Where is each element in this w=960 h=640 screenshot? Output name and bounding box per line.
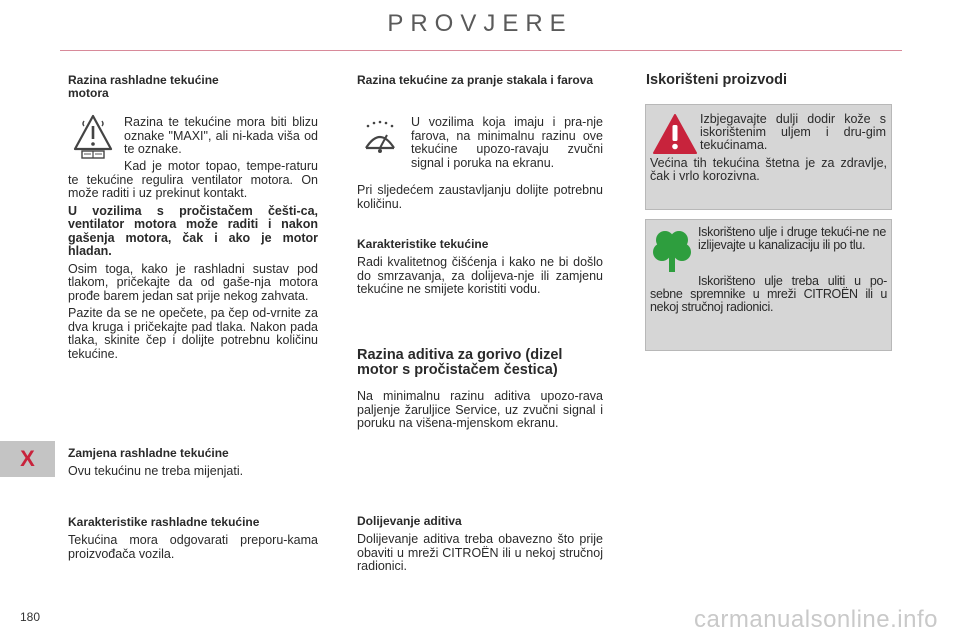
coolant-heading-block	[68, 74, 252, 100]
coolant-paragraph-1: Razina te tekućine mora biti blizu oznake "MAXI", ali ni-kada viša od te oznake.	[124, 115, 318, 156]
watermark: carmanualsonline.info	[694, 606, 938, 633]
eco-paragraph-1: Iskorišteno ulje i druge tekući-ne ne izlijevajte u kanalizaciju ili po tlu.	[698, 225, 886, 252]
coolant-paragraph-2: Kad je motor topao, tempe-raturu te tekućine regulira ventilator motora. On može raditi i uz prekinut kontakt.	[68, 159, 318, 200]
washer-paragraph-2: Pri sljedećem zaustavljanju dolijte potrebnu količinu.	[357, 183, 603, 211]
washer-heading-block	[357, 74, 605, 87]
page-title: PROVJERE	[387, 10, 573, 37]
coolant-warning-icon	[72, 113, 114, 159]
eco-text-bottom	[650, 275, 887, 318]
warning-triangle-icon	[652, 113, 698, 155]
chapter-tab[interactable]: X	[0, 441, 55, 477]
warning-text-bottom	[650, 157, 887, 187]
additive-refill-section	[357, 515, 603, 578]
washer-intro	[411, 116, 603, 174]
coolant-replace-text: Ovu tekućinu ne treba mijenjati.	[68, 464, 244, 478]
washer-spec-section	[357, 238, 603, 301]
coolant-spec-heading: Karakteristike rashladne tekućine	[68, 515, 260, 529]
washer-spec-heading: Karakteristike tekućine	[357, 237, 489, 251]
used-products-heading-block	[646, 73, 890, 88]
eco-box	[645, 219, 892, 351]
warning-box	[645, 104, 892, 210]
eco-text-top	[698, 226, 886, 256]
coolant-body	[68, 160, 318, 365]
additive-section	[357, 348, 603, 435]
page-number: 180	[20, 610, 41, 624]
coolant-paragraph-5: Pazite da se ne opečete, pa čep od-vrnite za dva kruga i pričekajte pad tlaka. Nakon pada tlaka, skinite čep i dolijte potrebnu količinu tekućine.	[68, 306, 318, 361]
coolant-replace-heading: Zamjena rashladne tekućine	[68, 446, 229, 460]
additive-heading: Razina aditiva za gorivo (dizel motor s pročistačem čestica)	[357, 347, 563, 378]
coolant-replace-section	[68, 447, 318, 483]
coolant-level-heading: Razina rashladne tekućine motora	[68, 73, 219, 100]
washer-spec-text: Radi kvalitetnog čišćenja i kako ne bi došlo do smrzavanja, za dolijeva-nje ili zamjenu tekućine ne smijete koristiti vodu.	[357, 255, 603, 296]
additive-text: Na minimalnu razinu aditiva upozo-rava paljenje žaruljice Service, uz zvučni signal i poruku na višena-mjenskom ekranu.	[357, 389, 603, 430]
washer-body	[357, 184, 603, 215]
additive-refill-heading: Dolijevanje aditiva	[357, 514, 462, 528]
title-divider	[60, 50, 902, 51]
coolant-paragraph-3: U vozilima s pročistačem češti-ca, ventilator motora može raditi i nakon gašenja motora, čak i ako je motor hladan.	[68, 203, 318, 258]
washer-heading: Razina tekućine za pranje stakala i farova	[357, 73, 594, 87]
eco-tree-icon	[652, 228, 692, 274]
additive-refill-text: Dolijevanje aditiva treba obavezno što prije obaviti u mreži CITROËN ili u nekoj stručnoj radionici.	[357, 532, 603, 573]
coolant-spec-text: Tekućina mora odgovarati preporu-kama proizvođača vozila.	[68, 533, 318, 561]
coolant-intro	[124, 116, 318, 161]
washer-paragraph-1: U vozilima koja imaju i pra-nje farova, na minimalnu razinu ove tekućine upozo-ravaju zvučni signal i poruka na ekranu.	[411, 115, 603, 170]
coolant-spec-section	[68, 516, 318, 565]
coolant-paragraph-4: Osim toga, kako je rashladni sustav pod tlakom, pričekajte da od gaše-nja motora prođe barem jedan sat prije nekog zahvata.	[68, 261, 318, 303]
eco-paragraph-2: Iskorišteno ulje treba uliti u po-sebne spremnike u mreži CITROËN ili u nekoj stručnoj radionici.	[650, 274, 887, 314]
warning-paragraph-1: Izbjegavajte dulji dodir kože s iskorištenim uljem i dru-gim tekućinama.	[700, 112, 886, 152]
warning-text-top	[700, 113, 886, 156]
used-products-heading: Iskorišteni proizvodi	[646, 72, 787, 88]
washer-icon	[360, 118, 400, 158]
warning-paragraph-2: Većina tih tekućina štetna je za zdravlje, čak i vrlo korozivna.	[650, 156, 887, 183]
